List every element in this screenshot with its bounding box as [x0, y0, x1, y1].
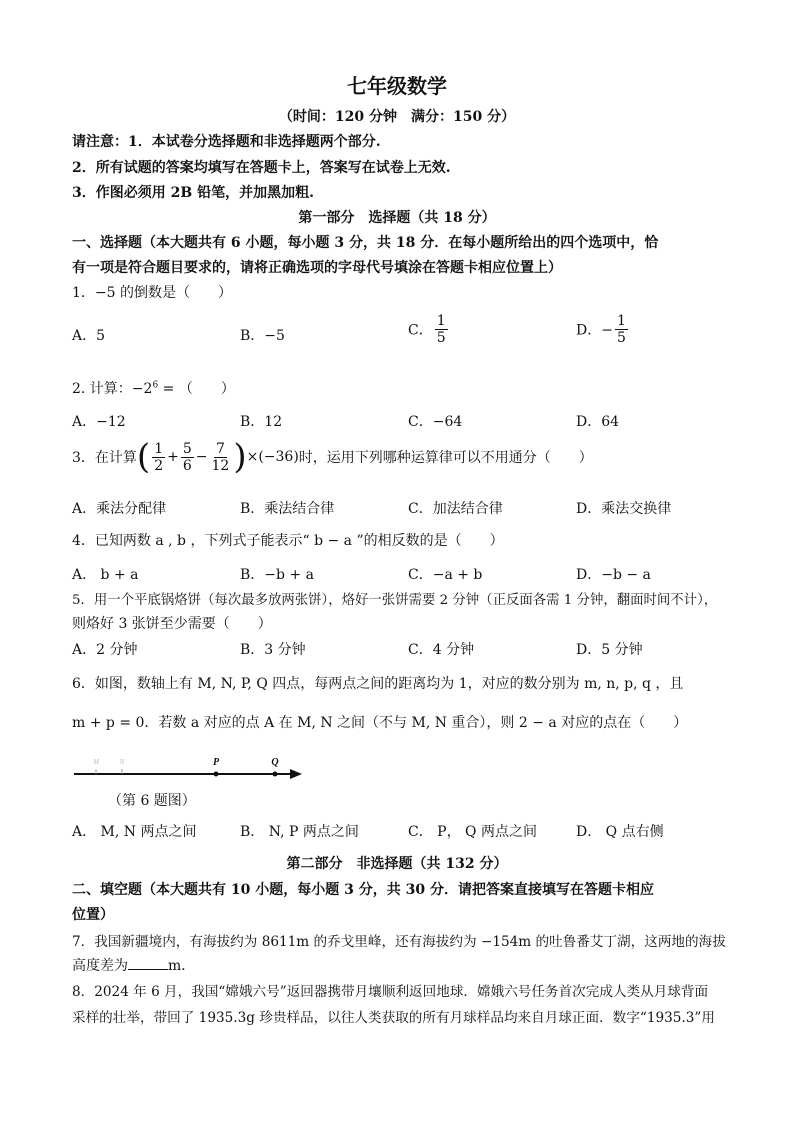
q6-option-b: B． N, P 两点之间 — [240, 824, 359, 840]
note-line-3: 3．作图必须用 2B 铅笔，并加黑加粗. — [72, 185, 314, 201]
q4-stem: 4．已知两数 a , b ，下列式子能表示“ b − a ”的相反数的是（ ） — [72, 533, 504, 549]
q5-option-c: C．4 分钟 — [408, 642, 475, 658]
part1-intro-line-2: 有一项是符合题目要求的，请将正确选项的字母代号填涂在答题卡相应位置上） — [72, 260, 562, 276]
part2-intro-line-2: 位置） — [72, 907, 114, 923]
q4-option-c: C．−a + b — [408, 567, 483, 583]
label-p: P — [212, 757, 220, 768]
q5-option-b: B．3 分钟 — [240, 642, 306, 658]
q3-option-c: C．加法结合律 — [408, 501, 503, 517]
q1-option-b: B．−5 — [240, 328, 285, 344]
point-p-dot — [214, 772, 219, 777]
q3-option-a: A．乘法分配律 — [72, 501, 167, 517]
q5-line-1: 5．用一个平底锅烙饼（每次最多放两张饼），烙好一张饼需要 2 分钟（正反面各需 1 分钟，翻面时间不计）， — [72, 593, 718, 608]
q7-line-2: 高度差为 m． — [72, 955, 195, 975]
q5-option-d: D．5 分钟 — [576, 642, 643, 658]
part2-heading: 第二部分 非选择题（共 132 分） — [286, 856, 508, 872]
q2-option-b: B．12 — [240, 414, 283, 430]
point-q-dot — [273, 772, 278, 777]
q1-option-d: D．− $\frac{1}{5}$ — [576, 313, 626, 346]
q2-stem: 2. 计算：$-2^6$ = （ ） — [72, 380, 235, 397]
page-title: 七年级数学 — [347, 74, 447, 98]
part2-intro-line-1: 二、填空题（本大题共有 10 小题，每小题 3 分，共 30 分．请把答案直接填写在答题卡相应 — [72, 882, 654, 898]
q2-option-c: C．−64 — [408, 414, 463, 430]
q3-option-d: D．乘法交换律 — [576, 501, 672, 517]
q5-line-2: 则烙好 3 张饼至少需要（ ） — [72, 616, 272, 632]
q6-option-a: A． M, N 两点之间 — [72, 824, 197, 840]
arrow-right-icon — [290, 769, 302, 779]
label-n: N — [119, 758, 125, 766]
q6-line-2: m + p = 0．若数 a 对应的点 A 在 M, N 之间（不与 M, N 重合），则 2 − a 对应的点在（ ） — [72, 715, 688, 731]
q2-option-d: D．64 — [576, 414, 620, 430]
exam-duration-score: （时间：120 分钟 满分：150 分） — [278, 109, 516, 125]
q3-stem: 3．在计算( $\frac{1}{2}$ + $\frac{5}{6}$ − $\frac{7}{12}$ )×(−36)时，运用下列哪种运算律可以不用通分（ ） — [72, 437, 593, 477]
q1-stem: 1．−5 的倒数是（ ） — [72, 285, 232, 301]
q4-option-d: D．−b − a — [576, 567, 651, 583]
q6-number-line-figure — [72, 752, 304, 784]
q4-option-b: B．−b + a — [240, 567, 314, 583]
q6-line-1: 6．如图，数轴上有 M, N, P, Q 四点，每两点之间的距离均为 1，对应的数分别为 m, n, p, q ，且 — [72, 676, 684, 692]
part1-heading: 第一部分 选择题（共 18 分） — [298, 210, 496, 226]
note-line-2: 2．所有试题的答案均填写在答题卡上，答案写在试卷上无效. — [72, 160, 451, 176]
note-line-1: 请注意：1．本试卷分选择题和非选择题两个部分. — [72, 134, 381, 150]
label-q: Q — [271, 757, 279, 768]
q8-line-1: 8．2024 年 6 月，我国“嫦娥六号”返回器携带月壤顺利返回地球．嫦娥六号任务首次完成人类从月球背面 — [72, 984, 709, 1000]
q1-option-a: A．5 — [72, 328, 106, 344]
q7-line-1: 7．我国新疆境内，有海拔约为 8611m 的乔戈里峰，还有海拔约为 −154m 的吐鲁番艾丁湖，这两地的海拔 — [72, 934, 726, 950]
q4-option-a: A． b + a — [72, 567, 139, 583]
q1-option-c: C． $\frac{1}{5}$ — [408, 313, 446, 346]
q6-option-d: D． Q 点右侧 — [576, 824, 664, 840]
q2-option-a: A．−12 — [72, 414, 126, 430]
q7-answer-blank — [128, 955, 168, 970]
q6-figure-caption: （第 6 题图） — [108, 793, 196, 809]
part1-intro-line-1: 一、选择题（本大题共有 6 小题，每小题 3 分，共 18 分．在每小题所给出的四个选项中，恰 — [72, 235, 659, 251]
q6-option-c: C． P， Q 两点之间 — [408, 824, 537, 840]
q3-option-b: B．乘法结合律 — [240, 501, 335, 517]
q8-line-2: 采样的壮举，带回了 1935.3g 珍贵样品，以往人类获取的所有月球样品均来自月球正面．数字“1935.3”用 — [72, 1010, 715, 1026]
q5-option-a: A．2 分钟 — [72, 642, 138, 658]
label-m: M — [93, 758, 99, 766]
